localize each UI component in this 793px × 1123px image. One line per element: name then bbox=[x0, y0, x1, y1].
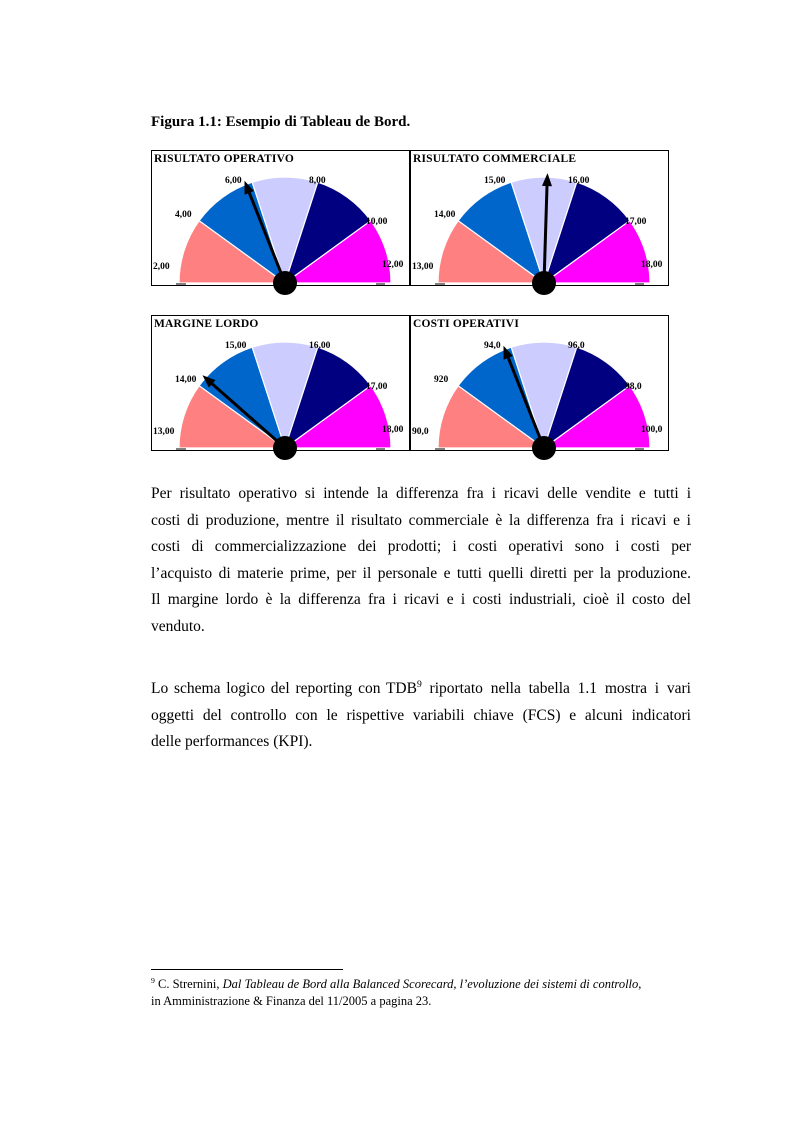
text-line: Il margine lordo è la differenza fra i ricavi e i costi industriali, cioè il costo del bbox=[151, 591, 691, 609]
tick-label: 8,00 bbox=[309, 176, 326, 186]
text-line: costi di produzione, mentre il risultato commerciale è la differenza fra i ricavi e i bbox=[151, 511, 691, 529]
gauge-title: RISULTATO COMMERCIALE bbox=[413, 153, 577, 165]
text-line: costi di commercializzazione dei prodotti; i costi operativi sono i costi per bbox=[151, 538, 691, 556]
paragraph-schema bbox=[151, 676, 691, 756]
tick-label: 15,00 bbox=[484, 176, 506, 186]
tick-label: 18,00 bbox=[641, 260, 663, 270]
tick-label: 94,0 bbox=[484, 341, 501, 351]
tick-label: 4,00 bbox=[175, 210, 192, 220]
tick-label: 17,00 bbox=[366, 382, 388, 392]
tick-label: 90,0 bbox=[412, 427, 429, 437]
text-run: Lo schema logico del reporting con TDB bbox=[151, 680, 417, 697]
tick-label: 12,00 bbox=[382, 260, 404, 270]
gauge-costi-operativi bbox=[410, 315, 669, 451]
paragraph-definitions bbox=[151, 481, 691, 641]
gauge-title: MARGINE LORDO bbox=[154, 318, 259, 330]
tick-label: 18,00 bbox=[382, 425, 404, 435]
tick-label: 13,00 bbox=[153, 427, 175, 437]
footnote-line2: in Amministrazione & Finanza del 11/2005 a pagina 23. bbox=[151, 994, 432, 1008]
gauge-title: COSTI OPERATIVI bbox=[413, 318, 519, 330]
footnote-author: C. Strernini, bbox=[154, 977, 223, 991]
text-line: l’acquisto di materie prime, per il personale e tutti quelli diretti per la produzione. bbox=[151, 564, 691, 582]
text-line: delle performances (KPI). bbox=[151, 733, 313, 751]
footnote-title: Dal Tableau de Bord alla Balanced Scorecard, l’evoluzione dei sistemi di controllo bbox=[222, 977, 639, 991]
gauge-risultato-operativo bbox=[151, 150, 410, 286]
tick-label: 920 bbox=[434, 375, 449, 385]
tick-label: 6,00 bbox=[225, 176, 242, 186]
gauge-title: RISULTATO OPERATIVO bbox=[154, 153, 295, 165]
gauge-hub bbox=[273, 271, 297, 295]
tick-label: 98,0 bbox=[625, 382, 642, 392]
tick-label: 14,00 bbox=[434, 210, 456, 220]
footnote-number: 9 bbox=[151, 975, 155, 985]
tick-label: 2,00 bbox=[153, 262, 170, 272]
tick-label: 13,00 bbox=[412, 262, 434, 272]
figure-caption: Figura 1.1: Esempio di Tableau de Bord. bbox=[151, 114, 411, 130]
gauge-margine-lordo bbox=[151, 315, 410, 451]
gauge-dial bbox=[411, 151, 670, 287]
text-line bbox=[151, 676, 691, 703]
text-run: riportato nella tabella 1.1 mostra i vari bbox=[421, 680, 691, 697]
tick-label: 14,00 bbox=[175, 375, 197, 385]
gauge-dial bbox=[411, 316, 670, 452]
gauge-hub bbox=[532, 436, 556, 460]
tick-label: 100,0 bbox=[641, 425, 663, 435]
tick-label: 16,00 bbox=[568, 176, 590, 186]
tick-label: 15,00 bbox=[225, 341, 247, 351]
gauge-risultato-commerciale bbox=[410, 150, 669, 286]
tick-label: 17,00 bbox=[625, 217, 647, 227]
text-line: Per risultato operativo si intende la differenza fra i ricavi delle vendite e tutti i bbox=[151, 485, 691, 502]
tick-label: 10,00 bbox=[366, 217, 388, 227]
tick-label: 16,00 bbox=[309, 341, 331, 351]
tick-label: 96,0 bbox=[568, 341, 585, 351]
text-line: venduto. bbox=[151, 617, 205, 635]
gauge-dial bbox=[152, 151, 411, 287]
gauge-hub bbox=[532, 271, 556, 295]
text-line: oggetti del controllo con le rispettive variabili chiave (FCS) e alcuni indicatori bbox=[151, 706, 691, 724]
footnote-punct: , bbox=[638, 977, 642, 991]
gauge-hub bbox=[273, 436, 297, 460]
footnote-ref[interactable]: 9 bbox=[416, 678, 422, 690]
footnote-rule bbox=[151, 969, 343, 970]
gauge-dial bbox=[152, 316, 411, 452]
footnote bbox=[151, 976, 696, 1010]
